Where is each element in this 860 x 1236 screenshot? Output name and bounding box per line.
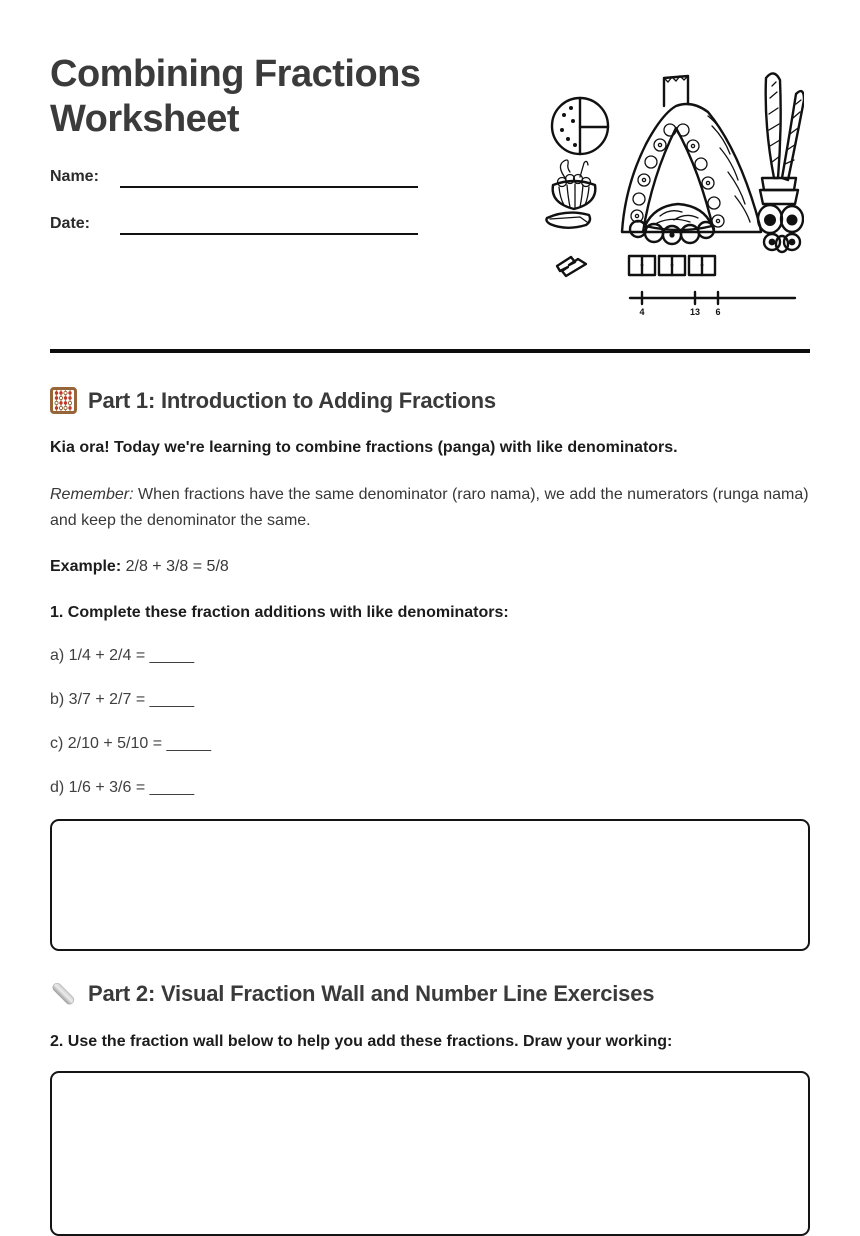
number-line-icon: [630, 292, 795, 317]
fraction-item-d: d) 1/6 + 3/6 = _____: [50, 779, 195, 796]
remember-label: Remember:: [50, 486, 134, 503]
example-label: Example:: [50, 558, 122, 575]
feather-pot-icon: [758, 73, 804, 252]
abacus-icon: [50, 387, 77, 414]
fraction-item-c: c) 2/10 + 5/10 = _____: [50, 735, 212, 752]
name-label: Name:: [50, 168, 99, 185]
part1-heading: [50, 387, 810, 414]
pencil-icon: [50, 980, 77, 1007]
question-1: 1. Complete these fraction additions with like denominators:: [50, 604, 509, 621]
fraction-item-b: b) 3/7 + 2/7 = _____: [50, 691, 195, 708]
kete-basket-icon: [553, 160, 596, 209]
hangi-scene-svg: [542, 66, 804, 322]
remember-paragraph: [50, 482, 810, 534]
page-title: Combining Fractions Worksheet: [50, 53, 421, 140]
number-line-label-4: 4: [639, 307, 645, 317]
hangi-scene-illustration: [542, 66, 804, 322]
fraction-item-a: a) 1/4 + 2/4 = _____: [50, 647, 195, 664]
part2-heading-text: Part 2: Visual Fraction Wall and Number Line Exercises: [88, 980, 655, 1006]
fraction-circle-icon: [552, 98, 608, 154]
name-input-line[interactable]: [120, 168, 418, 188]
date-label: Date:: [50, 215, 91, 232]
example-value: 2/8 + 3/8 = 5/8: [125, 558, 229, 575]
fraction-bars-icon: [629, 256, 715, 275]
part1-intro: Kia ora! Today we're learning to combine fractions (panga) with like denominators.: [50, 439, 678, 456]
example-paragraph: [50, 558, 810, 576]
part2-answer-box[interactable]: [50, 1071, 810, 1236]
part1-heading-text: Part 1: Introduction to Adding Fractions: [88, 387, 496, 413]
part1-answer-box[interactable]: [50, 819, 810, 951]
name-field-row: [50, 168, 418, 188]
worksheet-header: [50, 52, 810, 349]
question-2: 2. Use the fraction wall below to help you add these fractions. Draw your working:: [50, 1033, 673, 1050]
number-line-label-13: 13: [689, 307, 701, 317]
folded-paper-icon: [557, 257, 586, 276]
whare-tent-icon: [622, 76, 761, 244]
flat-bread-icon: [546, 213, 590, 228]
date-field-row: [50, 215, 418, 235]
section-divider: [50, 349, 810, 353]
part2-heading: [50, 980, 810, 1007]
remember-text: When fractions have the same denominator (raro nama), we add the numerators (runga nama) and keep the denominator the same.: [50, 486, 809, 529]
date-input-line[interactable]: [120, 215, 418, 235]
number-line-label-6: 6: [715, 307, 721, 317]
